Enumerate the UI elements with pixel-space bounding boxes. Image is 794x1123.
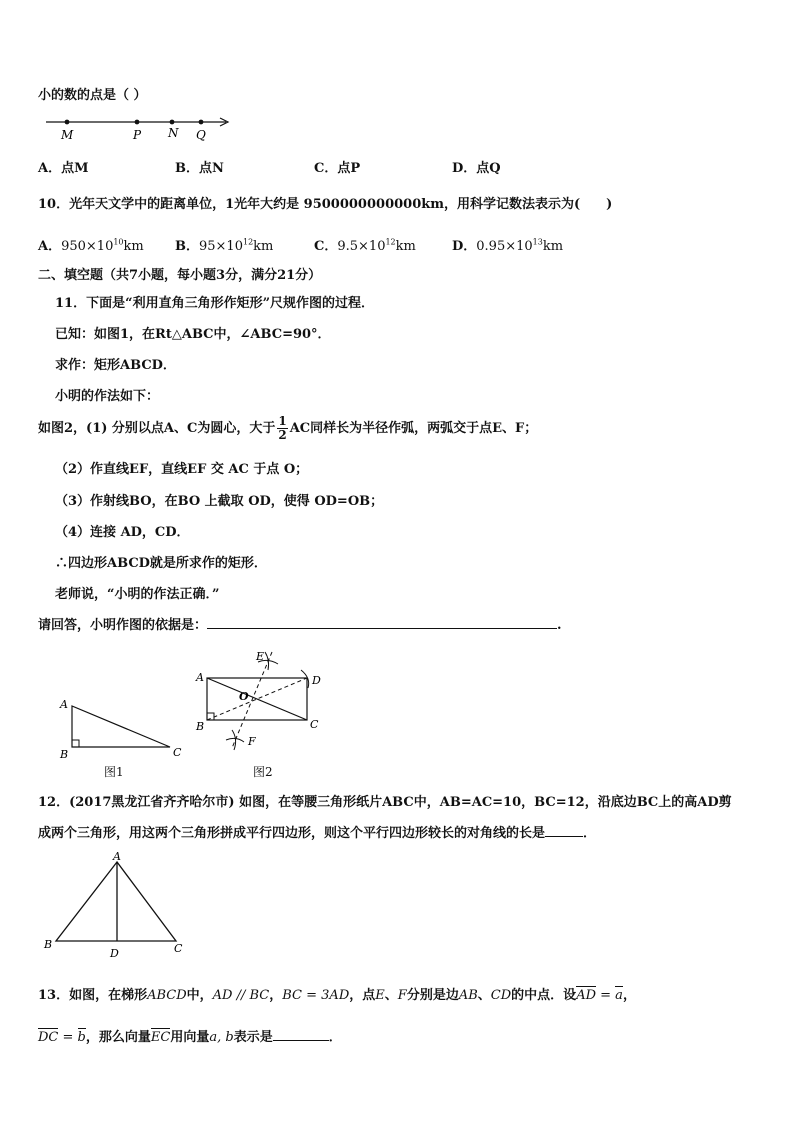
figure-2-rectangle-construction xyxy=(192,644,337,764)
fig2-label-e: E xyxy=(256,650,265,663)
numberline-label-m: M xyxy=(61,128,74,142)
q12-label-c: C xyxy=(174,942,183,955)
vector-ad: AD xyxy=(576,988,596,1003)
q11-line-6: （2）作直线EF，直线EF 交 AC 于点 O； xyxy=(55,462,309,477)
fig1-label-c: C xyxy=(173,746,182,759)
fig2-label-o: O xyxy=(239,690,249,703)
q12-label-d: D xyxy=(110,947,119,960)
q11-line-4: 小明的作法如下： xyxy=(55,389,160,404)
q11-line-7: （3）作射线BO，在BO 上截取 OD，使得 OD=OB； xyxy=(55,494,384,509)
q12-label-b: B xyxy=(44,938,53,951)
answer-blank[interactable] xyxy=(207,616,557,629)
figure-1-caption: 图1 xyxy=(104,765,124,779)
section-heading: 二、填空题（共7小题，每小题3分，满分21分） xyxy=(38,268,322,283)
figure-1-right-triangle xyxy=(55,692,195,762)
q10-stem: 10．光年天文学中的距离单位，1光年大约是 9500000000000km，用科学记数法表示为( ) xyxy=(38,197,613,212)
q9-option-d: D．点Q xyxy=(452,161,501,176)
q11-line-5: 如图2，(1) 分别以点A、C为圆心，大于 $\frac{1}{2}$ AC同样长为半径作弧，两弧交于点E、F； xyxy=(38,414,538,442)
fig1-label-b: B xyxy=(60,748,69,761)
q9-option-c: C．点P xyxy=(314,161,361,176)
q10-option-a: A．$950\times 10^{10}km$ xyxy=(38,237,144,254)
vector-ec: EC xyxy=(150,1030,171,1045)
numberline-label-n: N xyxy=(168,126,179,140)
q10-option-c: C．$9.5\times 10^{12}km$ xyxy=(314,237,416,254)
fig2-label-c: C xyxy=(310,718,319,731)
q11-line-9: ∴四边形ABCD就是所求作的矩形． xyxy=(55,556,267,571)
figure-2-caption: 图2 xyxy=(253,765,273,779)
q12-line-2: 成两个三角形，用这两个三角形拼成平行四边形，则这个平行四边形较长的对角线的长是 ． xyxy=(38,826,597,841)
answer-blank[interactable] xyxy=(545,824,583,837)
q11-line-10: 老师说，“小明的作法正确．” xyxy=(55,587,220,602)
figure-isosceles-triangle xyxy=(40,848,190,960)
q10-option-b: B．$95\times 10^{12}km$ xyxy=(175,237,274,254)
number-line xyxy=(40,112,235,146)
q9-option-b: B．点N xyxy=(175,161,224,176)
q9-option-a: A．点M xyxy=(38,161,89,176)
fraction-one-half: $\frac{1}{2}$ xyxy=(278,414,287,442)
q12-line-1: 12．(2017黑龙江省齐齐哈尔市) 如图，在等腰三角形纸片ABC中，AB=AC=10，BC=12，沿底边BC上的高AD剪 xyxy=(38,795,732,810)
fig2-label-f: F xyxy=(248,735,256,748)
numberline-label-q: Q xyxy=(196,128,206,142)
q11-line-1: 11．下面是“利用直角三角形作矩形”尺规作图的过程． xyxy=(55,296,375,311)
q13-line-2: DC = b，那么向量EC用向量a, b表示是 ． xyxy=(38,1030,342,1045)
q11-line-3: 求作：矩形ABCD． xyxy=(55,358,176,373)
fig1-label-a: A xyxy=(60,698,68,711)
fig2-label-a: A xyxy=(196,671,204,684)
vector-b: b xyxy=(77,1030,86,1045)
q12-label-a: A xyxy=(113,850,121,863)
q10-option-d: D．$0.95\times 10^{13}km$ xyxy=(452,237,564,254)
q9-stem-tail: 小的数的点是（ ） xyxy=(38,88,147,103)
answer-blank[interactable] xyxy=(273,1028,329,1041)
fig2-label-d: D xyxy=(312,674,321,687)
q11-line-11: 请回答，小明作图的依据是： . xyxy=(38,618,562,633)
q13-line-1: 13．如图，在梯形ABCD中，AD // BC，BC = 3AD，点E、F分别是边AB、CD的中点．设AD = a， xyxy=(38,988,636,1003)
q11-line-2: 已知：如图1，在Rt△ABC中，∠ABC=90°． xyxy=(55,327,331,342)
numberline-label-p: P xyxy=(133,128,142,142)
q11-line-8: （4）连接 AD，CD． xyxy=(55,525,190,540)
vector-dc: DC xyxy=(38,1030,59,1045)
fig2-label-b: B xyxy=(196,720,205,733)
vector-a: a xyxy=(615,988,623,1003)
